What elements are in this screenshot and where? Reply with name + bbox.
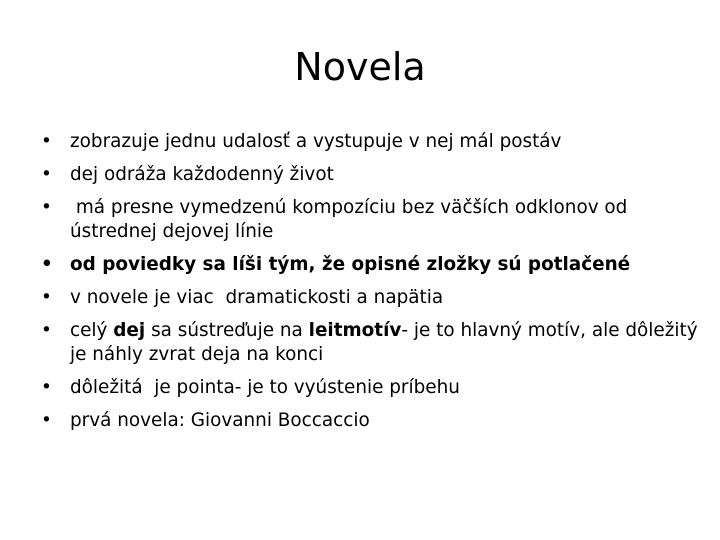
bullet-item (38, 409, 698, 433)
bullet-text: dej odráža každodenný život (70, 164, 334, 185)
bullet-text-part: celý (70, 320, 114, 341)
bullet-text: dôležitá je pointa- je to vyústenie príbehu (70, 377, 460, 398)
bullet-item (38, 376, 698, 400)
bullet-text: v novele je viac dramatickosti a napätia (70, 287, 444, 308)
slide-title: Novela (294, 45, 426, 89)
bullet-item (38, 130, 698, 154)
bullet-item (38, 319, 698, 367)
bullet-emphasis-leitmotiv: leitmotív (308, 320, 402, 341)
bullet-text-part: sa sústreďuje na (145, 320, 309, 341)
bullet-item (38, 286, 698, 310)
bullet-text: má presne vymedzenú kompozíciu bez väčších odklonov od ústrednej dejovej línie (70, 197, 634, 242)
bullet-text: prvá novela: Giovanni Boccaccio (70, 410, 370, 431)
bullet-text-part: - je to hlavný motív, ale dôležitý je náhly zvrat deja na konci (70, 320, 698, 365)
bullet-text: zobrazuje jednu udalosť a vystupuje v nej mál postáv (70, 131, 562, 152)
bullet-item (38, 163, 698, 187)
bullet-text: od poviedky sa líši tým, že opisné zložky sú potlačené (70, 254, 631, 275)
bullet-emphasis-dej: dej (113, 320, 146, 341)
bullet-item-bold (38, 253, 698, 277)
bullet-item (38, 196, 698, 244)
bullet-list (38, 130, 698, 442)
